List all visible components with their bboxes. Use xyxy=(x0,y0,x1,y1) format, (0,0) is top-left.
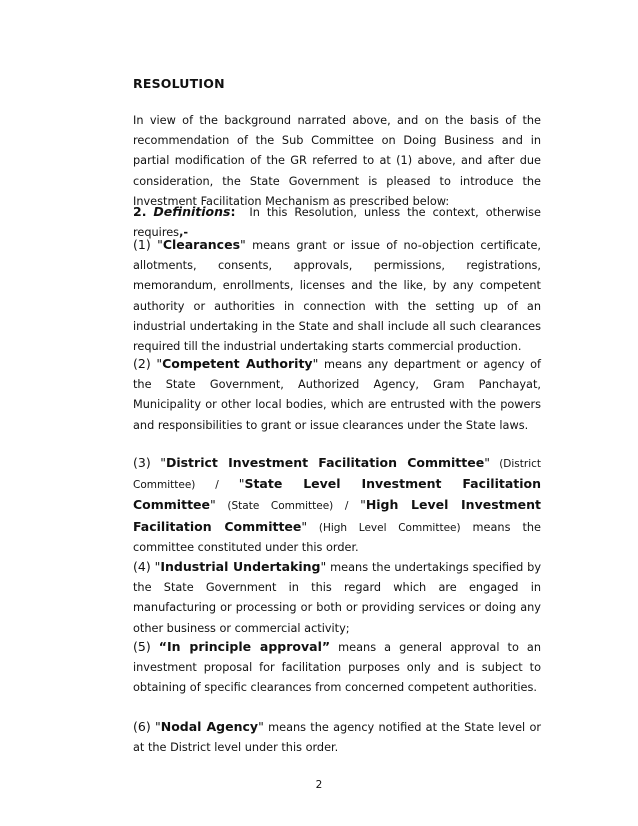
item-term: “In principle approval” xyxy=(158,639,331,654)
item-number: (2) xyxy=(133,356,151,371)
item-text: means a general approval to an investment proposal for facilitation purposes only and is subject to obtaining of specific clearances from concerned competent authorities. xyxy=(133,641,542,695)
definitions-number: 2. xyxy=(133,204,147,219)
definitions-end: ,- xyxy=(179,226,189,240)
item-term: Clearances xyxy=(162,237,241,252)
item-text: means the agency notified at the State level or at the District level under this order. xyxy=(133,721,541,755)
page-number: 2 xyxy=(315,779,323,791)
item-number: (4) xyxy=(133,559,151,574)
item-term: State Level Investment Facilitation Committee xyxy=(133,476,542,513)
definition-item-competent-authority: (2) "Competent Authority" means any department or agency of the State Government, Authorized Agency, Gram Panchayat, Municipality or other local bodies, which are entrusted with the powers and responsibilities to grant or issue clearances under the State laws. xyxy=(133,356,542,432)
item-text: means the committee constituted under this order. xyxy=(133,520,541,554)
item-text: means the undertakings specified by the State Government in this regard which are engaged in manufacturing or processing or both or providing services or doing any other business or commercial activity; xyxy=(133,561,542,635)
definitions-label: Definitions: xyxy=(153,204,236,219)
definition-item-committees: (3) "District Investment Facilitation Committee" (District Committee) / "State Level Investment Facilitation Committee" (State Committee) / "High Level Investment Facilitation Committee" (High Level Committee) means the committee constituted under this order. xyxy=(133,455,542,554)
definition-item-nodal-agency: (6) "Nodal Agency" means the agency notified at the State level or at the District level under this order. xyxy=(133,719,541,755)
resolution-heading: RESOLUTION xyxy=(133,76,225,91)
definition-item-industrial-undertaking: (4) "Industrial Undertaking" means the undertakings specified by the State Government in this regard which are engaged in manufacturing or processing or both or providing services or doing any other business or commercial activity; xyxy=(133,559,542,635)
item-term: Industrial Undertaking xyxy=(160,559,321,574)
intro-paragraph: In view of the background narrated above, and on the basis of the recommendation of the Sub Committee on Doing Business and in partial modification of the GR referred to at (1) above, and after due consideration, the State Government is pleased to introduce the Investment Facilitation Mechanism as prescribed below: xyxy=(133,114,541,208)
item-term: District Investment Facilitation Committee xyxy=(165,455,485,470)
item-text: means grant or issue of no-objection certificate, allotments, consents, approvals, permissions, registrations, memorandum, enrollments, licenses and the like, by any competent authority or authorities in connection with the setting up of an industrial undertaking in the State and shall include all such clearances required till the industrial undertaking starts commercial production. xyxy=(133,239,541,354)
item-number: (3) xyxy=(133,455,151,470)
item-term: Nodal Agency xyxy=(160,719,259,734)
item-number: (5) xyxy=(133,639,151,654)
definition-item-clearances: (1) "Clearances" means grant or issue of no-objection certificate, allotments, consents, approvals, permissions, registrations, memorandum, enrollments, licenses and the like, by any competent authority or authorities in connection with the setting up of an industrial undertaking in the State and shall include all such clearances required till the industrial undertaking starts commercial production. xyxy=(133,237,541,354)
item-term: Competent Authority xyxy=(162,356,313,371)
definition-item-in-principle-approval xyxy=(133,637,541,699)
item-number: (1) xyxy=(133,237,151,252)
item-number: (6) xyxy=(133,719,151,734)
item-term: High Level Investment Facilitation Committee xyxy=(133,497,541,534)
item-text: means any department or agency of the State Government, Authorized Agency, Gram Panchayat, Municipality or other local bodies, which are entrusted with the powers and responsibilities to grant or issue clearances under the State laws. xyxy=(133,358,542,432)
definitions-text: In this Resolution, unless the context, otherwise requires xyxy=(133,206,542,240)
